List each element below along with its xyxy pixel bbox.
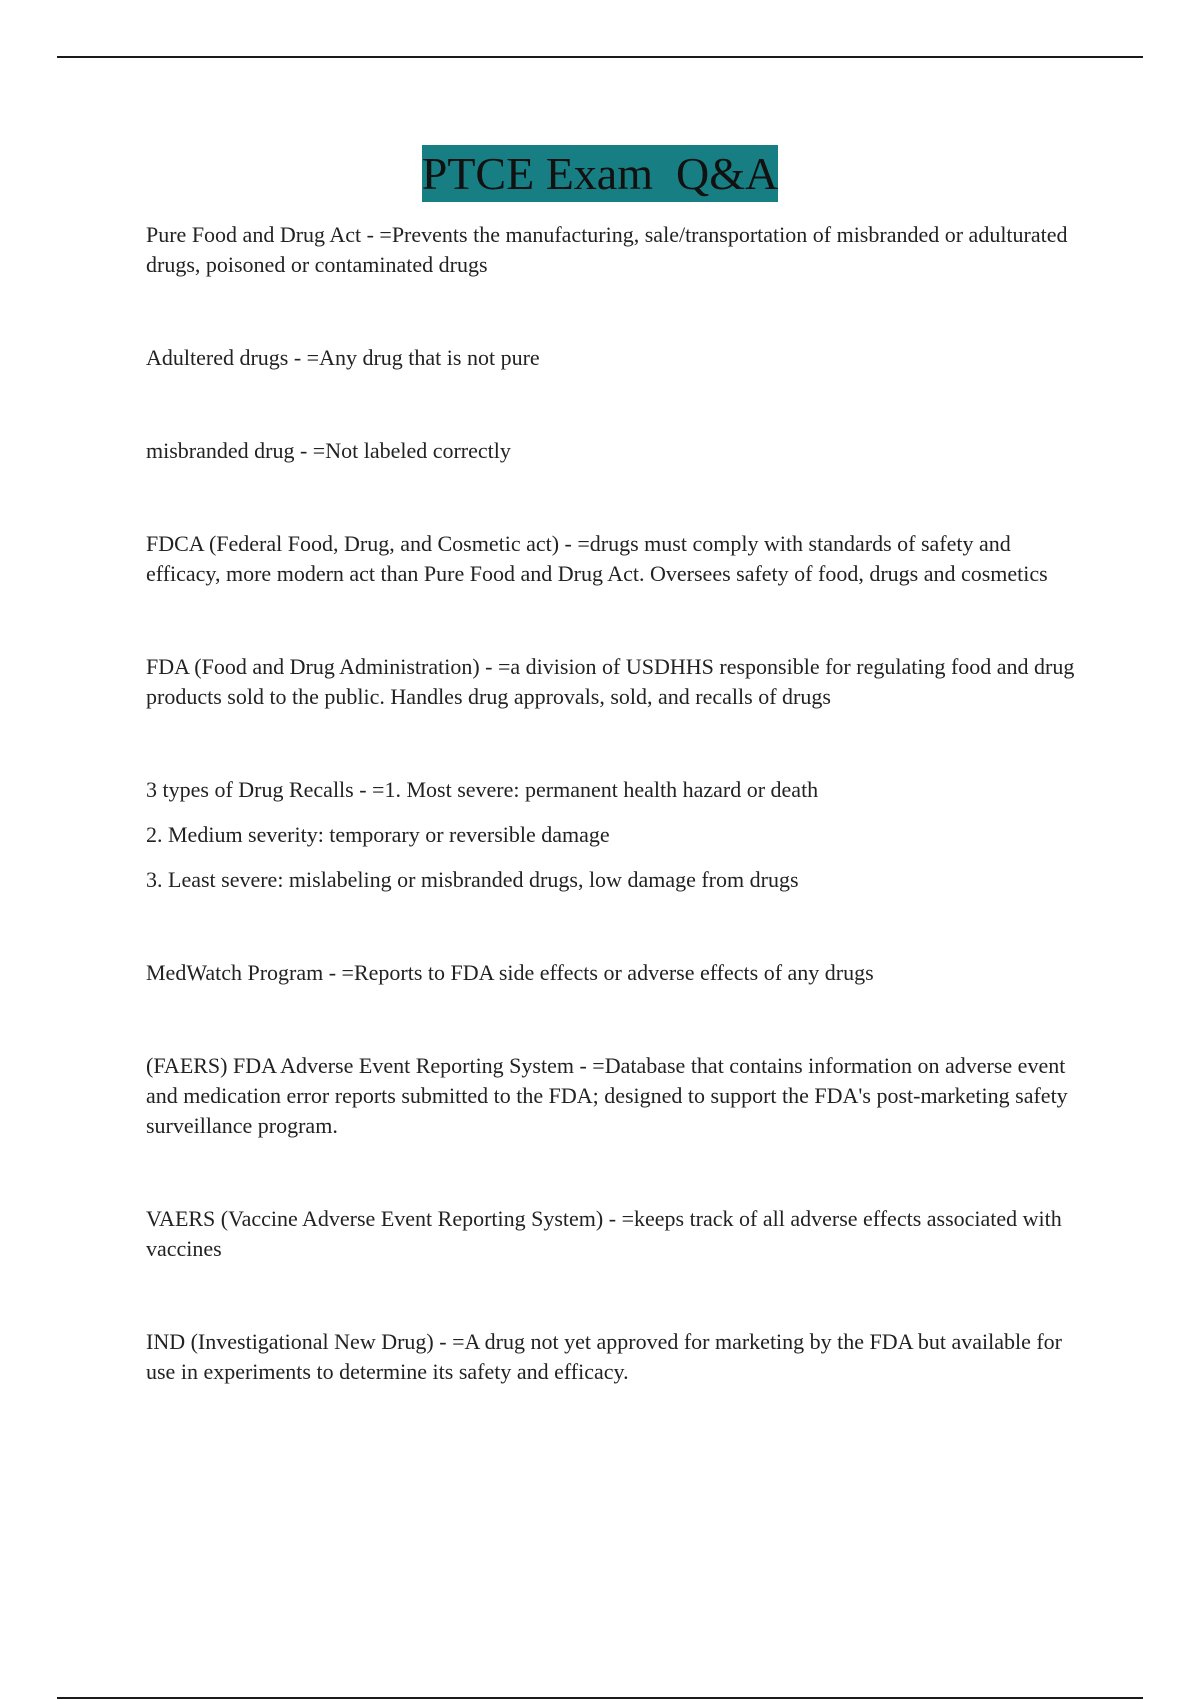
qa-entry-text: Pure Food and Drug Act - =Prevents the manufacturing, sale/transportation of misbranded or adulturated drugs, poisoned or contaminated drugs <box>146 222 1068 277</box>
qa-entry <box>146 652 1086 712</box>
qa-entry-line: 3. Least severe: mislabeling or misbranded drugs, low damage from drugs <box>146 867 799 892</box>
qa-entry-line: 2. Medium severity: temporary or reversible damage <box>146 822 610 847</box>
title-container <box>0 145 1200 202</box>
qa-entry-text: Adultered drugs - =Any drug that is not pure <box>146 345 540 370</box>
bottom-rule <box>57 1697 1143 1699</box>
qa-entry-text: (FAERS) FDA Adverse Event Reporting System - =Database that contains information on adverse event and medication error reports submitted to the FDA; designed to support the FDA's post-marketing safety surveillance program. <box>146 1053 1068 1138</box>
qa-entry <box>146 220 1086 280</box>
qa-entry-line: 3 types of Drug Recalls - =1. Most severe: permanent health hazard or death <box>146 777 819 802</box>
qa-content <box>146 220 1086 1450</box>
qa-entry-text: FDCA (Federal Food, Drug, and Cosmetic act) - =drugs must comply with standards of safety and efficacy, more modern act than Pure Food and Drug Act. Oversees safety of food, drugs and cosmetics <box>146 531 1048 586</box>
qa-entry-text: FDA (Food and Drug Administration) - =a division of USDHHS responsible for regulating food and drug products sold to the public. Handles drug approvals, sold, and recalls of drugs <box>146 654 1075 709</box>
qa-entry <box>146 1327 1086 1387</box>
qa-entry-drug-recalls <box>146 775 1086 895</box>
qa-entry-text: misbranded drug - =Not labeled correctly <box>146 438 511 463</box>
qa-entry-text: MedWatch Program - =Reports to FDA side effects or adverse effects of any drugs <box>146 960 874 985</box>
qa-entry-text: IND (Investigational New Drug) - =A drug not yet approved for marketing by the FDA but available for use in experiments to determine its safety and efficacy. <box>146 1329 1063 1384</box>
qa-entry <box>146 1051 1086 1141</box>
qa-entry <box>146 436 1086 466</box>
page-title: PTCE Exam Q&A <box>422 145 778 202</box>
qa-entry <box>146 343 1086 373</box>
qa-entry <box>146 1204 1086 1264</box>
top-rule <box>57 56 1143 58</box>
qa-entry-text: VAERS (Vaccine Adverse Event Reporting System) - =keeps track of all adverse effects associated with vaccines <box>146 1206 1062 1261</box>
qa-entry <box>146 529 1086 589</box>
qa-entry <box>146 958 1086 988</box>
